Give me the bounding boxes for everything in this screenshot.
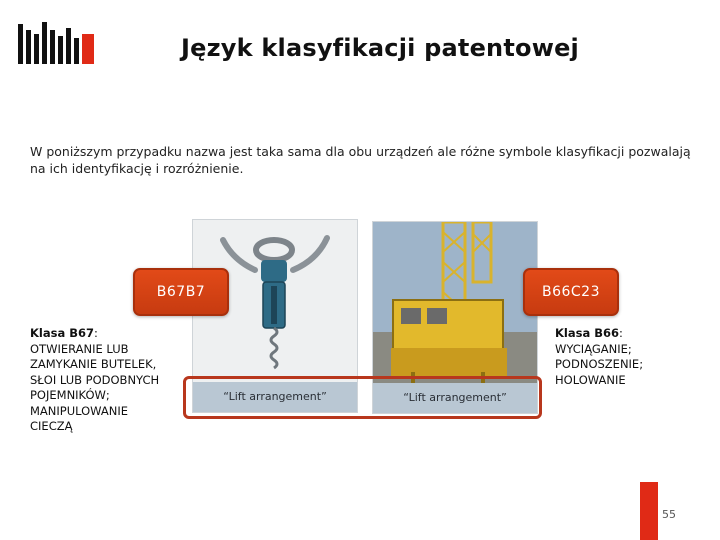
page-number: 55 — [662, 508, 676, 521]
class-description-left — [30, 326, 180, 435]
logo-icon — [18, 20, 98, 68]
classification-badge-right: B66C23 — [523, 268, 619, 316]
caption-left: “Lift arrangement” — [223, 390, 327, 403]
class-desc-right: WYCIĄGANIE; PODNOSZENIE; HOLOWANIE — [555, 341, 644, 387]
class-desc-left: OTWIERANIE LUB ZAMYKANIE BUTELEK, SŁOI LUB PODOBNYCH POJEMNIKÓW; MANIPULOWANIE CIECZĄ — [30, 341, 160, 433]
class-label-right: Klasa B66 — [555, 326, 619, 340]
caption-highlight-frame — [183, 376, 542, 419]
class-label-left: Klasa B67 — [30, 326, 94, 340]
page-title: Język klasyfikacji patentowej — [181, 34, 579, 62]
class-description-right — [555, 326, 695, 388]
class-colon-left: : — [94, 326, 98, 340]
intro-text: W poniższym przypadku nazwa jest taka sama dla obu urządzeń ale różne symbole klasyfikacji pozwalają na ich identyfikację i rozróżnienie. — [30, 144, 691, 176]
classification-badge-left: B67B7 — [133, 268, 229, 316]
class-colon-right: : — [619, 326, 623, 340]
page-accent-bar — [640, 482, 658, 540]
caption-right: “Lift arrangement” — [403, 391, 507, 404]
